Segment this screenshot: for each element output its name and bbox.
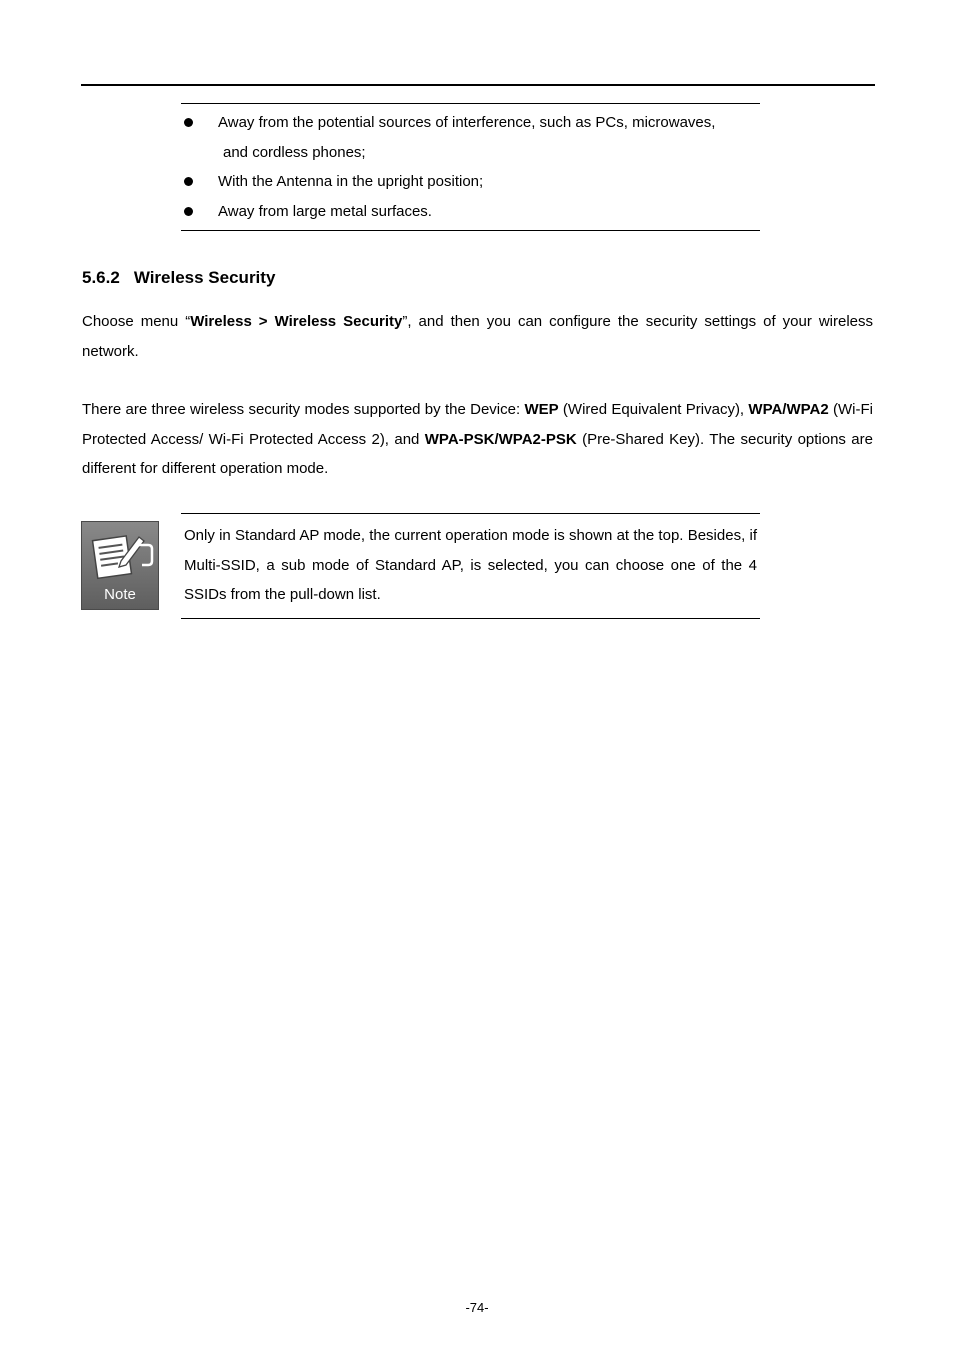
mode-wep: WEP [524, 401, 559, 418]
list-item [181, 197, 760, 227]
list-item [181, 167, 760, 197]
bullet-text: Away from the potential sources of interference, such as PCs, microwaves, [218, 114, 716, 131]
text-run: Choose menu “ [82, 313, 191, 330]
text-run: (Wi-Fi Protected Access/ Wi-Fi Protected Access 2), and [82, 401, 873, 448]
page-number: -74- [465, 1300, 489, 1315]
text-run: There are three wireless security modes supported by the Device: [82, 401, 525, 418]
intro-paragraph [82, 307, 873, 366]
bullet-text: With the Antenna in the upright position; [218, 173, 484, 190]
note-box [181, 513, 760, 619]
security-modes-paragraph [82, 395, 873, 484]
bullet-text-continuation: and cordless phones; [223, 143, 366, 161]
section-title: Wireless Security [133, 268, 276, 287]
menu-path: Wireless > Wireless Security [190, 313, 403, 330]
bullet-dot-icon [184, 118, 193, 127]
bullet-box [181, 103, 760, 231]
mode-wpa-psk: WPA-PSK/WPA2-PSK [424, 430, 577, 448]
note-icon-label: Note [104, 586, 136, 603]
list-item [181, 108, 760, 167]
note-icon [81, 521, 159, 610]
mode-wpa-wpa2: WPA/WPA2 [748, 401, 829, 418]
section-number: 5.6.2 [82, 268, 120, 287]
note-text: Only in Standard AP mode, the current operation mode is shown at the top. Besides, if Multi-SSID, a sub mode of Standard AP, is selected, you can choose one of the 4 SSIDs from the pull-down list. [184, 527, 757, 603]
text-run: (Wired Equivalent Privacy), [558, 401, 749, 418]
section-heading [82, 268, 275, 288]
header-rule [81, 84, 875, 86]
text-run: ”, and then you can configure the security settings of your wireless network. [82, 313, 873, 360]
text-run: (Pre-Shared Key). The security options are different for different operation mode. [82, 430, 873, 477]
bullet-dot-icon [184, 207, 193, 216]
bullet-dot-icon [184, 177, 193, 186]
bullet-list [181, 104, 760, 230]
bullet-text: Away from large metal surfaces. [218, 202, 432, 220]
